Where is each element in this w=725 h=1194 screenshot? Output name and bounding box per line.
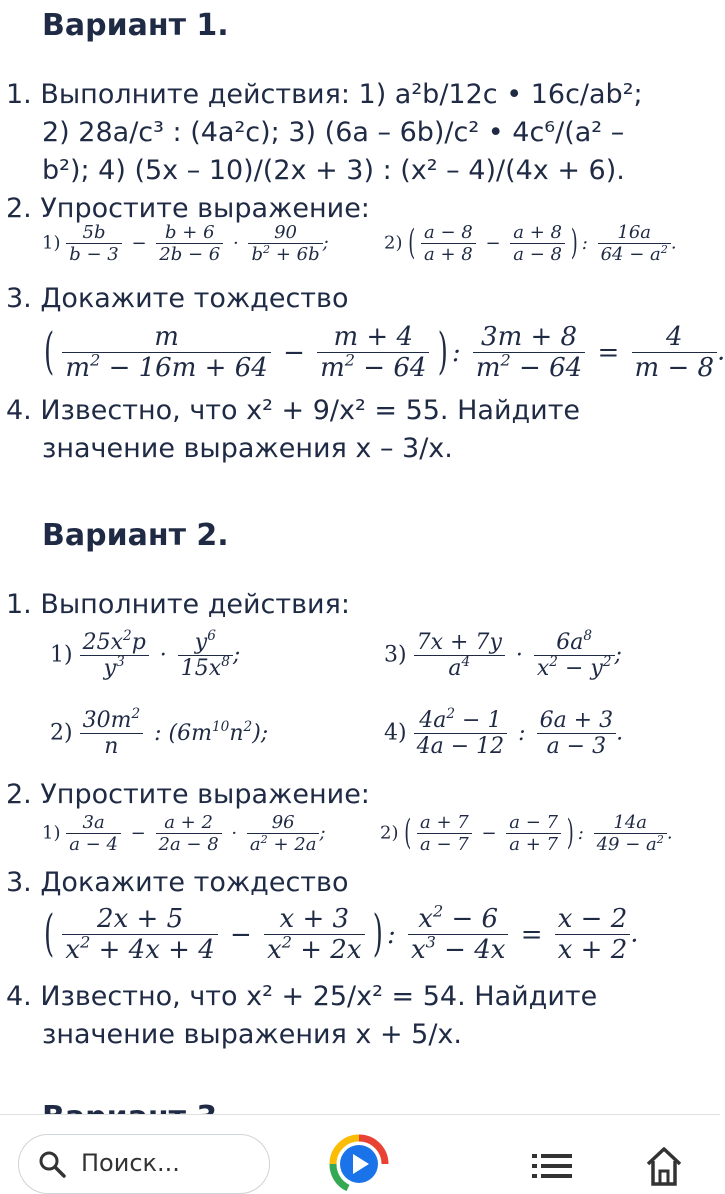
v2-task3-formula: ( $\frac{2x + 5}{x^2 + 4x + 4}$ − $\frac{x + 3}{x^2 + 2x}$ ) : $\frac{x^2 - 6}{x^3 - 4x}$ = $\frac{x - 2}{x + 2}$ . bbox=[44, 901, 639, 965]
v1-task4-line1: 4. Известно, что x² + 9/x² = 55. Найдите bbox=[6, 395, 581, 426]
search-placeholder: Поиск... bbox=[81, 1149, 180, 1177]
variant-3-title-partial bbox=[42, 1100, 229, 1114]
v1-task1-line1: 1. Выполните действия: 1) a²b/12c • 16c/ab²; bbox=[6, 79, 643, 110]
menu-icon[interactable] bbox=[532, 1152, 572, 1184]
play-icon[interactable] bbox=[328, 1134, 390, 1184]
search-icon bbox=[37, 1149, 67, 1179]
v1-task1-line2: 2) 28a/c³ : (4a²c); 3) (6a – 6b)/c² • 4c⁶/(a² – bbox=[42, 117, 625, 148]
v1-task1-line3: b²); 4) (5x – 10)/(2x + 3) : (x² – 4)/(4x + 6). bbox=[42, 155, 625, 186]
variant-2-title: Вариант 2. bbox=[42, 518, 229, 553]
v1-task2-heading: 2. Упростите выражение: bbox=[6, 193, 370, 224]
home-icon[interactable] bbox=[644, 1144, 684, 1184]
v2-task2-formula-2: 2) ( $\frac{a + 7}{a - 7}$ − $\frac{a - 7}{a + 7}$ ) : $\frac{14a}{49 - a^2}$ . bbox=[380, 812, 673, 855]
v2-task2-heading: 2. Упростите выражение: bbox=[6, 779, 370, 810]
v2-task1-heading: 1. Выполните действия: bbox=[6, 589, 350, 620]
v1-task3-heading: 3. Докажите тождество bbox=[6, 283, 349, 314]
v2-task1-formula-2: 2) $\frac{30m^2}{n}$ : $(6m^{10}n^2)$; bbox=[50, 706, 269, 759]
v2-task4-line1: 4. Известно, что x² + 25/x² = 54. Найдите bbox=[6, 981, 598, 1012]
search-input[interactable] bbox=[18, 1134, 270, 1194]
v2-task2-formula-1: 1) $\frac{3a}{a - 4}$ − $\frac{a + 2}{2a - 8}$ · $\frac{96}{a^2 + 2a}$ ; bbox=[42, 812, 326, 855]
v2-task1-formula-1: 1) $\frac{25x^2p}{y^3}$ · $\frac{y^6}{15x^8}$ ; bbox=[50, 628, 241, 681]
variant-1-title: Вариант 1. bbox=[42, 8, 229, 43]
v1-task3-formula: ( $\frac{m}{m^2 - 16m + 64}$ − $\frac{m + 4}{m^2 - 64}$ ) : $\frac{3m + 8}{m^2 - 64}$ = $\frac{4}{m - 8}$ . bbox=[44, 322, 725, 383]
v1-task2-formula-1: 1) $\frac{5b}{b - 3}$ − $\frac{b + 6}{2b - 6}$ · $\frac{90}{b^2 + 6b}$ ; bbox=[42, 222, 329, 265]
v1-task4-line2: значение выражения x – 3/x. bbox=[42, 433, 453, 464]
v2-task3-heading: 3. Докажите тождество bbox=[6, 867, 349, 898]
v1-task2-formula-2: 2) ( $\frac{a - 8}{a + 8}$ − $\frac{a + 8}{a - 8}$ ) : $\frac{16a}{64 - a^2}$ . bbox=[384, 222, 677, 265]
v2-task1-formula-3: 3) $\frac{7x + 7y}{a^4}$ · $\frac{6a^8}{x^2 - y^2}$ ; bbox=[384, 628, 622, 681]
v2-task1-formula-4: 4) $\frac{4a^2 - 1}{4a - 12}$ : $\frac{6a + 3}{a - 3}$ . bbox=[384, 706, 624, 759]
v2-task4-line2: значение выражения x + 5/x. bbox=[42, 1019, 462, 1050]
